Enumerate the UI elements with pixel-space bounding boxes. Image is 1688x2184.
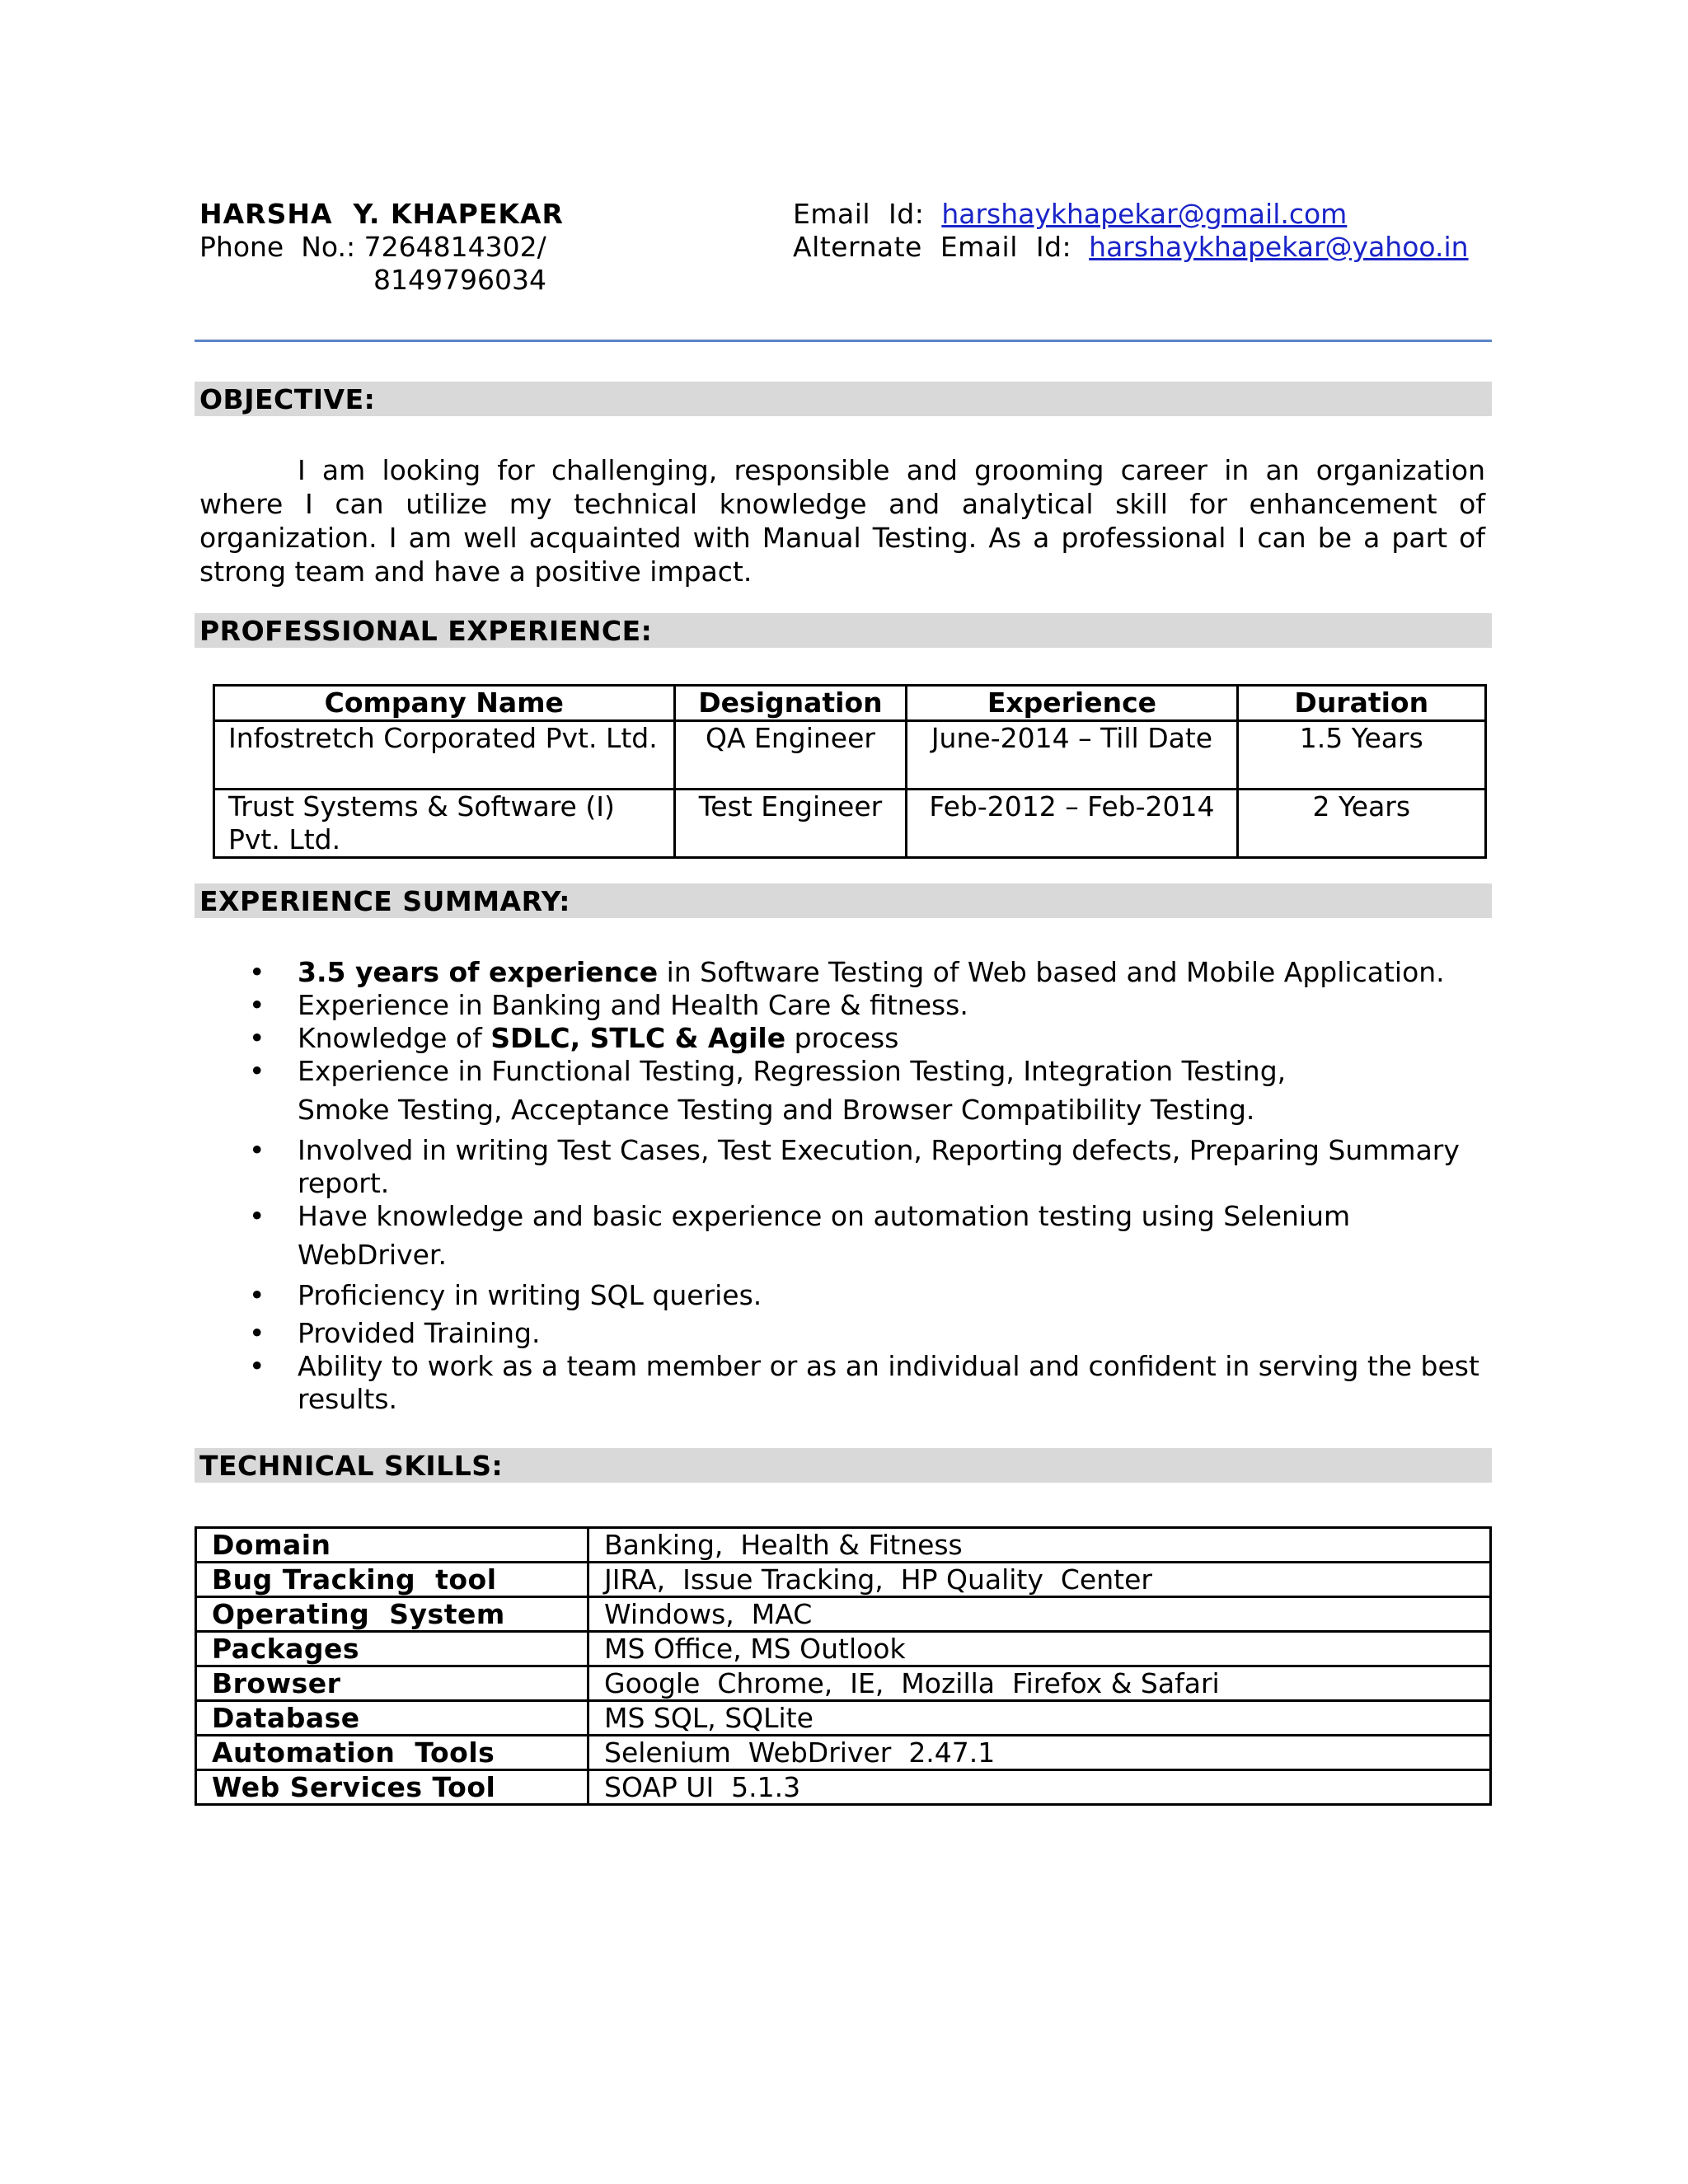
skill-value: JIRA, Issue Tracking, HP Quality Center	[588, 1563, 1491, 1597]
designation-cell: Test Engineer	[674, 790, 907, 858]
bullet-icon: •	[249, 1350, 265, 1382]
list-item	[199, 956, 1485, 989]
item-text: in Software Testing of Web based and Mobile Application.	[658, 956, 1445, 988]
alt-email-row	[793, 231, 1469, 264]
email-link[interactable]: harshaykhapekar@gmail.com	[941, 198, 1348, 230]
skill-value: MS Office, MS Outlook	[588, 1632, 1491, 1666]
item-text: Ability to work as a team member or as an individual and confident in serving the best results.	[298, 1350, 1479, 1415]
skill-value: SOAP UI 5.1.3	[588, 1770, 1491, 1805]
skill-category: Automation Tools	[196, 1736, 588, 1770]
skill-category: Browser	[196, 1666, 588, 1701]
phone-label: Phone No.:	[199, 231, 356, 263]
list-item	[199, 1055, 1485, 1127]
bullet-icon: •	[249, 1279, 265, 1311]
item-text: Experience in Banking and Health Care & fitness.	[298, 989, 968, 1021]
phone-number-2: 8149796034	[373, 264, 546, 296]
table-row	[196, 1597, 1491, 1632]
table-row	[196, 1528, 1491, 1563]
list-item	[199, 1134, 1485, 1200]
section-heading-objective: OBJECTIVE:	[195, 382, 1492, 416]
experience-cell: Feb-2012 – Feb-2014	[907, 790, 1237, 858]
list-item	[199, 1279, 1485, 1312]
contact-left	[199, 198, 564, 297]
phone-line	[199, 231, 564, 264]
skill-category: Bug Tracking tool	[196, 1563, 588, 1597]
table-row	[196, 1666, 1491, 1701]
bullet-icon: •	[249, 1134, 265, 1166]
skill-category: Web Services Tool	[196, 1770, 588, 1805]
table-row	[214, 721, 1486, 790]
bullet-icon: •	[249, 1022, 265, 1054]
item-text: Experience in Functional Testing, Regression Testing, Integration Testing,	[298, 1055, 1287, 1087]
phone-number-1: 7264814302/	[363, 231, 546, 263]
skill-category: Database	[196, 1701, 588, 1736]
duration-cell: 1.5 Years	[1237, 721, 1485, 790]
section-heading-summary: EXPERIENCE SUMMARY:	[195, 883, 1492, 918]
table-header-row	[214, 686, 1486, 721]
column-header: Company Name	[214, 686, 675, 721]
item-text: Provided Training.	[298, 1317, 541, 1349]
skill-value: Google Chrome, IE, Mozilla Firefox & Safari	[588, 1666, 1491, 1701]
email-row	[793, 198, 1469, 231]
list-item	[199, 1200, 1485, 1272]
item-text: Proficiency in writing SQL queries.	[298, 1279, 762, 1311]
item-text: Knowledge of	[298, 1022, 491, 1054]
skill-category: Domain	[196, 1528, 588, 1563]
experience-cell: June-2014 – Till Date	[907, 721, 1237, 790]
bullet-icon: •	[249, 956, 265, 988]
bullet-icon: •	[249, 989, 265, 1021]
item-text: process	[785, 1022, 899, 1054]
company-cell: Infostretch Corporated Pvt. Ltd.	[214, 721, 675, 790]
section-heading-experience: PROFESSIONAL EXPERIENCE:	[195, 613, 1492, 648]
item-text-line-2: WebDriver.	[298, 1239, 447, 1271]
highlight-text: SDLC, STLC & Agile	[490, 1022, 786, 1054]
email-label: Email Id:	[793, 198, 925, 230]
experience-table	[213, 684, 1487, 859]
skill-value: Windows, MAC	[588, 1597, 1491, 1632]
list-item	[199, 989, 1485, 1022]
table-row	[214, 790, 1486, 858]
table-row	[196, 1563, 1491, 1597]
skill-value: MS SQL, SQLite	[588, 1701, 1491, 1736]
alt-email-link[interactable]: harshaykhapekar@yahoo.in	[1089, 231, 1469, 263]
header-divider	[195, 340, 1492, 342]
contact-right	[793, 198, 1469, 264]
skill-category: Operating System	[196, 1597, 588, 1632]
highlight-text: 3.5 years of experience	[298, 956, 659, 988]
bullet-icon: •	[249, 1317, 265, 1349]
company-cell: Trust Systems & Software (I) Pvt. Ltd.	[214, 790, 675, 858]
item-text: Have knowledge and basic experience on automation testing using Selenium	[298, 1200, 1351, 1232]
candidate-name: HARSHA Y. KHAPEKAR	[199, 198, 564, 230]
bullet-icon: •	[249, 1055, 265, 1087]
experience-summary-list	[199, 956, 1485, 1416]
item-text: Involved in writing Test Cases, Test Execution, Reporting defects, Preparing Summary report.	[298, 1134, 1460, 1199]
table-row	[196, 1632, 1491, 1666]
skill-value: Banking, Health & Fitness	[588, 1528, 1491, 1563]
table-row	[196, 1770, 1491, 1805]
list-item	[199, 1022, 1485, 1055]
table-row	[196, 1701, 1491, 1736]
column-header: Duration	[1237, 686, 1485, 721]
skill-category: Packages	[196, 1632, 588, 1666]
column-header: Experience	[907, 686, 1237, 721]
skill-value: Selenium WebDriver 2.47.1	[588, 1736, 1491, 1770]
list-item	[199, 1317, 1485, 1350]
item-text-line-2: Smoke Testing, Acceptance Testing and Browser Compatibility Testing.	[298, 1094, 1255, 1126]
designation-cell: QA Engineer	[674, 721, 907, 790]
table-row	[196, 1736, 1491, 1770]
bullet-icon: •	[249, 1200, 265, 1232]
list-item	[199, 1350, 1485, 1416]
column-header: Designation	[674, 686, 907, 721]
duration-cell: 2 Years	[1237, 790, 1485, 858]
technical-skills-table	[195, 1526, 1492, 1806]
objective-text: I am looking for challenging, responsible and grooming career in an organization where I can utilize my technical knowledge and analytical skill for enhancement of organization. I am well acquainted with Manual Testing. As a professional I can be a part of strong team and have a positive impact.	[199, 454, 1485, 588]
section-heading-skills: TECHNICAL SKILLS:	[195, 1448, 1492, 1483]
alt-email-label: Alternate Email Id:	[793, 231, 1072, 263]
